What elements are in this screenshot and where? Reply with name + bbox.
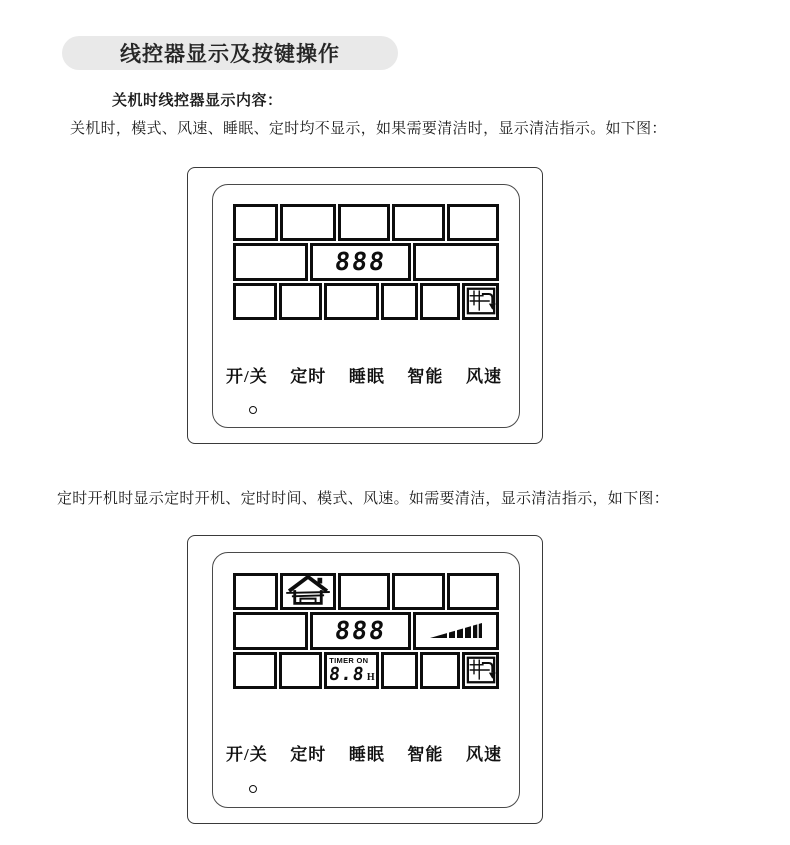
- timer-button-label: 定时: [290, 367, 327, 386]
- sleep-button-label: 睡眠: [348, 745, 385, 764]
- lcd-row-1: [233, 204, 499, 241]
- timer-display: [327, 656, 376, 685]
- lcd-row-2: [233, 612, 499, 649]
- filter-clean-icon: [466, 656, 496, 684]
- indicator-led: [249, 406, 257, 414]
- lcd-cell: [381, 283, 418, 320]
- controller-diagram-timer-on: [187, 535, 543, 824]
- auto-mode-house-icon: [285, 574, 331, 610]
- timer-on-label: TIMER ON: [329, 656, 369, 666]
- lcd-cell: [279, 283, 322, 320]
- lcd-cell: [413, 243, 499, 280]
- lcd-cell: [392, 573, 445, 610]
- lcd-cell-timer: [324, 652, 379, 689]
- power-button-label: 开/关: [226, 745, 268, 764]
- lcd-cell: [233, 652, 277, 689]
- power-button-label: 开/关: [226, 367, 268, 386]
- lcd-cell: [381, 652, 418, 689]
- lcd-segment-grid: [233, 204, 499, 320]
- lcd-cell-clean: [462, 283, 499, 320]
- lcd-row-3: [233, 283, 499, 320]
- lcd-cell: [420, 283, 460, 320]
- lcd-cell: [233, 204, 278, 241]
- lcd-cell: [338, 204, 390, 241]
- page-title: 线控器显示及按键操作: [120, 43, 340, 66]
- lcd-cell-display: [310, 243, 411, 280]
- timer-hours-display: 8.8: [328, 663, 367, 685]
- lcd-cell: [420, 652, 460, 689]
- off-state-body: 关机时，模式、风速、睡眠、定时均不显示，如果需要清洁时，显示清洁指示。如下图：: [70, 120, 667, 137]
- lcd-cell: [280, 204, 336, 241]
- controller-diagram-off: [187, 167, 543, 444]
- button-label-row: [226, 740, 502, 765]
- section-title-pill: [62, 36, 398, 70]
- fan-speed-ramp-icon: [430, 623, 482, 638]
- lcd-cell: [233, 612, 308, 649]
- lcd-cell: [233, 573, 278, 610]
- timer-button-label: 定时: [290, 745, 327, 764]
- lcd-cell: [447, 573, 500, 610]
- fanspeed-button-label: 风速: [465, 367, 502, 386]
- lcd-cell: [324, 283, 379, 320]
- lcd-cell: [338, 573, 390, 610]
- smart-button-label: 智能: [407, 367, 444, 386]
- sleep-button-label: 睡眠: [348, 367, 385, 386]
- lcd-cell: [233, 283, 277, 320]
- lcd-cell: [392, 204, 445, 241]
- lcd-cell-display: [310, 612, 411, 649]
- lcd-cell-mode: [280, 573, 336, 610]
- lcd-cell: [447, 204, 500, 241]
- lcd-cell-clean: [462, 652, 499, 689]
- seven-segment-display: 888: [333, 616, 388, 646]
- lcd-cell: [279, 652, 322, 689]
- lcd-row-3: [233, 652, 499, 689]
- timer-state-body: 定时开机时显示定时开机、定时时间、模式、风速。如需要清洁，显示清洁指示，如下图：: [57, 490, 670, 507]
- seven-segment-display: 888: [333, 247, 388, 277]
- lcd-row-1: [233, 573, 499, 610]
- lcd-row-2: [233, 243, 499, 280]
- lcd-cell-fan: [413, 612, 499, 649]
- button-label-row: [226, 362, 502, 387]
- filter-clean-icon: [466, 287, 496, 315]
- fanspeed-button-label: 风速: [465, 745, 502, 764]
- lcd-segment-grid: [233, 573, 499, 689]
- smart-button-label: 智能: [407, 745, 444, 764]
- lcd-cell: [233, 243, 308, 280]
- off-state-heading: 关机时线控器显示内容：: [112, 92, 283, 109]
- timer-hours-unit: H: [366, 671, 375, 683]
- indicator-led: [249, 785, 257, 793]
